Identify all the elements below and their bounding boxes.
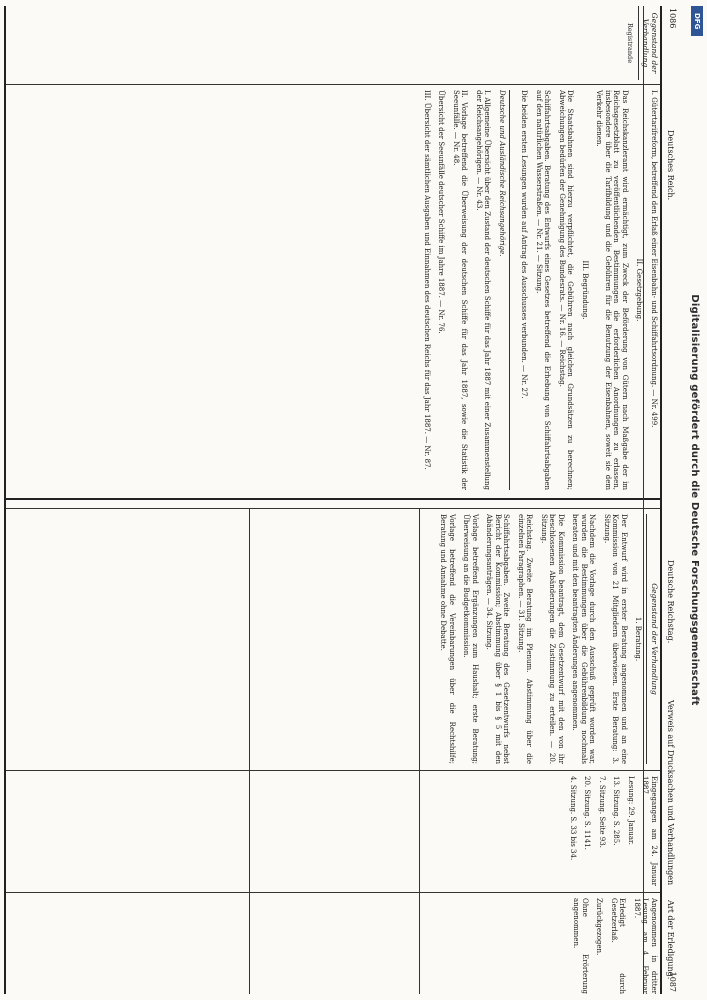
mid-block: Schiffahrtsabgaben. Zweite Beratung des Gesetzentwurfs nebst Bericht der Kommission; Abstimmung über § 1 bis § 5 mit den Abänderungsanträgen. — 34. Sitzung. — [485, 514, 511, 764]
left-block: II. Vorlage betreffend die Überweisung der deutschen Schiffe für das Jahr 1887, sowie die Statistik der Seeunfälle. — Nr. 48. — [452, 90, 469, 490]
mid-block: 1. Beratung. — [634, 616, 643, 662]
column-subject — [6, 6, 658, 80]
left-block: Übersicht der Seeunfälle deutscher Schiffe im Jahre 1887. — Nr. 76. — [437, 90, 446, 334]
left-section-heading: Deutsche und Ausländische Reichsangehörige. — [498, 90, 511, 490]
mid-block: Vorlage betreffend die Vereinbarungen über die Rechtshilfe; Beratung und Annahme ohne Debatte. — [439, 514, 456, 764]
table-bottom-rule — [4, 6, 6, 994]
divider — [4, 84, 662, 85]
mid-block: Reichstag. Zweite Beratung im Plenum. Abstimmung über die einzelnen Paragraphen. — 31. Sitzung. — [517, 514, 534, 764]
dfg-logo: DFG — [691, 6, 703, 36]
ref-block: 13. Sitzung. S. 285. — [612, 776, 621, 846]
left-block: II. Gesetzgebung. — [635, 258, 644, 322]
column-left-body — [6, 90, 658, 490]
ref-block: 4. Sitzung. S. 33 bis 34. — [569, 776, 577, 861]
column-outcome — [6, 898, 658, 994]
divider — [4, 770, 662, 771]
left-block: Das Reichskanzleramt wird ermächtigt, zum Zweck der Beförderung von Gütern nach Maßgabe der im Reichsgesetzblatt zu veröffentlichenden Bestimmungen die erforderlichen Anordnungen zu erlassen, insbesondere über die Tarifbildung und die Gebühren für die Benutzung der Eisenbahnen, soweit sie dem Verkehr dienen. — [595, 90, 629, 490]
outcome-block: Angenommen in dritter Lesung am 4. Februar 1887. — [633, 898, 658, 994]
header-mid-right: Deutsche Reichstag. — [666, 560, 675, 644]
ref-block: 20. Sitzung. S. 1141. — [583, 776, 592, 850]
ref-block: 7. Sitzung. Seite 93. — [598, 776, 606, 848]
ref-block: Lesung: 29. Januar. — [627, 776, 635, 845]
divider — [4, 892, 662, 893]
column-subject-sub: Registrande — [626, 22, 634, 64]
outcome-block: Ohne Erörterung angenommen. — [572, 898, 589, 994]
left-block: Die Staatsbahnen sind hierzu verpflichtet, die Gebühren nach gleichen Grundsätzen zu berechnen; Abweichungen bedürfen der Genehmigung des Bundesrats. — Nr. 16. — Reichstag. — [558, 90, 575, 490]
dfg-banner-text: Digitalisierung gefördert durch die Deutsche Forschungsgemeinschaft — [689, 294, 700, 706]
dfg-banner — [687, 0, 701, 1000]
mid-block: Der Entwurf wird in erster Beratung angenommen und an eine Kommission von 21 Mitgliedern überwiesen. Erste Beratung: 3. Sitzung. — [603, 514, 628, 764]
mid-block: Vorlage betreffend Ergänzungen zum Haushalt; erste Beratung; Überweisung an die Budgetkommission. — [462, 514, 479, 764]
table-top-rule — [660, 6, 662, 994]
row-rule — [249, 508, 250, 994]
left-block: I. Allgemeine Übersicht über den Zustand der deutschen Schiffe für das Jahr 1887 mit einer Zusammenstellung der Reichsangehörigen. — Nr. 43. — [475, 90, 492, 490]
page-spine — [4, 498, 662, 500]
header-right-1: Verweis auf Drucksachen und Verhandlungen — [666, 700, 675, 886]
left-block: III. Begründung. — [581, 260, 589, 320]
left-block: III. Übersicht der sämtlichen Ausgaben und Einnahmen des deutschen Reichs für das Jahr 1887. — Nr. 87. — [423, 90, 431, 470]
outcome-block: Zurückgezogen. — [595, 898, 604, 956]
header-mid-left: Gegenstand der Verhandlung — [647, 514, 659, 764]
outcome-block: Erledigt durch Gesetzerlaß. — [610, 898, 627, 994]
page-number-right: 1087 — [668, 971, 677, 992]
header-rule — [643, 6, 644, 994]
column-right-body — [6, 514, 658, 764]
page-number-left: 1086 — [668, 8, 677, 29]
header-left: Deutsches Reich. — [666, 130, 675, 201]
header-right-2: Art der Erledigung. — [666, 900, 675, 980]
column-subject-label: Gegenstand der Verhandlung — [638, 6, 658, 80]
mid-block: Die Kommission beantragt, dem Gesetzentwurf mit den von ihr beschlossenen Abänderungen die Zustimmung zu erteilen. — 20. Sitzung. — [540, 514, 565, 764]
column-references — [6, 776, 658, 886]
left-block: I. Gütertarifreform, betreffend den Erlaß einer Eisenbahn- und Schiffahrtsordnung. — Nr. 499. — [650, 90, 658, 428]
left-block: Schiffahrtsabgaben. Beratung des Entwurfs eines Gesetzes betreffend die Erhebung von Schiffahrtsabgaben auf den natürlichen Wasserstraßen. — Nr. 21. — Sitzung. — [535, 90, 552, 490]
left-block: Die beiden ersten Lesungen wurden auf Antrag des Ausschusses verbunden. — Nr. 27. — [520, 90, 529, 399]
divider — [4, 508, 662, 509]
row-rule — [419, 508, 420, 994]
ref-block: Eingegangen am 24. Januar 1887. — [641, 776, 658, 886]
mid-block: Nachdem die Vorlage durch den Ausschuß geprüft worden war, wurden die Bestimmungen über die Gebührenbildung nochmals beraten und mit den beantragten Änderungen angenommen. — [571, 514, 597, 764]
